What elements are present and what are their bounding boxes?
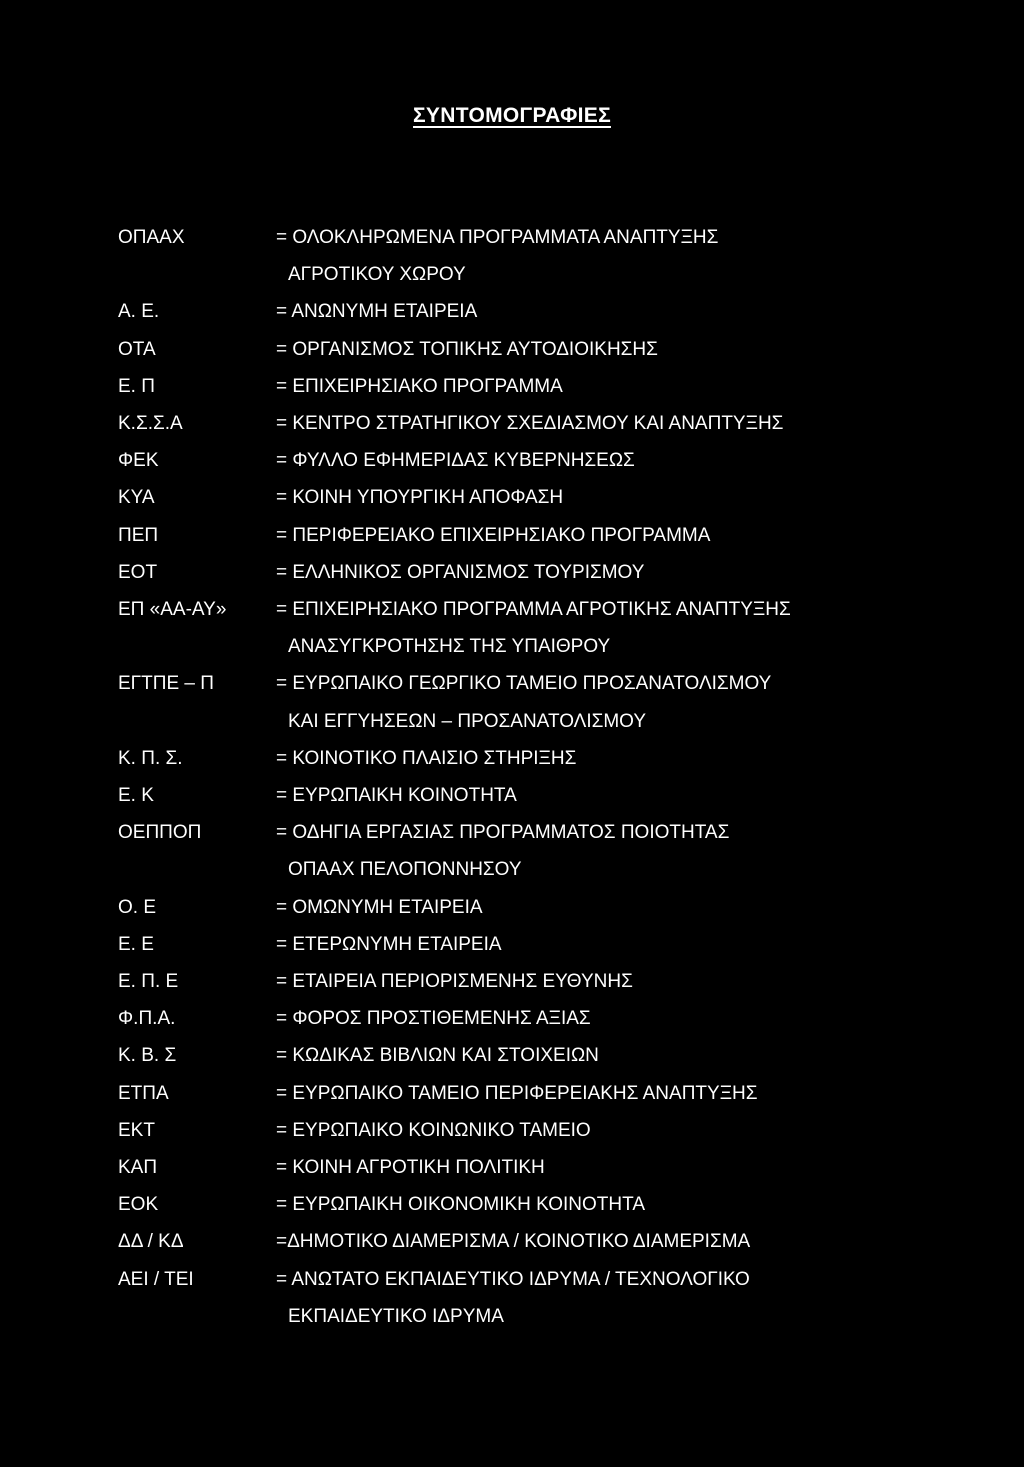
abbreviation-entry [118,1223,918,1260]
definition-line: = ΚΟΙΝΗ ΥΠΟΥΡΓΙΚΗ ΑΠΟΦΑΣΗ [276,487,564,509]
abbreviation-term: Κ.Σ.Σ.Α [118,413,183,435]
abbreviation-definition [276,963,918,1000]
definition-line: = ΕΤΕΡΩΝΥΜΗ ΕΤΑΙΡΕΙΑ [276,933,502,955]
abbreviation-definition [276,479,918,516]
definition-line: = ΚΕΝΤΡΟ ΣΤΡΑΤΗΓΙΚΟΥ ΣΧΕΔΙΑΣΜΟΥ ΚΑΙ ΑΝΑΠΤΥΞΗΣ [276,413,784,435]
abbreviation-entry [118,479,918,516]
abbreviation-entry [118,1186,918,1223]
abbreviation-term: Α. Ε. [118,301,160,323]
abbreviation-definition [276,1223,918,1260]
abbreviation-definition [276,889,918,926]
definition-continuation-line: ΕΚΠΑΙΔΕΥΤΙΚΟ ΙΔΡΥΜΑ [288,1305,504,1327]
abbreviation-term: Ε. Κ [118,785,154,807]
abbreviation-term: ΕΟΚ [118,1194,159,1216]
abbreviation-entry [118,1261,918,1335]
abbreviation-definition [276,1000,918,1037]
definition-continuation-line: ΚΑΙ ΕΓΓΥΗΣΕΩΝ – ΠΡΟΣΑΝΑΤΟΛΙΣΜΟΥ [288,710,647,732]
abbreviation-entry [118,219,918,293]
definition-line: = ΟΛΟΚΛΗΡΩΜΕΝΑ ΠΡΟΓΡΑΜΜΑΤΑ ΑΝΑΠΤΥΞΗΣ [276,227,719,248]
abbreviation-definition [276,665,918,739]
abbreviation-entry [118,963,918,1000]
definition-line: = ΟΔΗΓΙΑ ΕΡΓΑΣΙΑΣ ΠΡΟΓΡΑΜΜΑΤΟΣ ΠΟΙΟΤΗΤΑΣ [276,822,730,844]
abbreviation-entry [118,591,918,665]
abbreviation-definition [276,554,918,591]
abbreviation-term: ΕΤΠΑ [118,1082,169,1104]
abbreviation-definition [276,1037,918,1074]
definition-line: = ΦΥΛΛΟ ΕΦΗΜΕΡΙΔΑΣ ΚΥΒΕΡΝΗΣΕΩΣ [276,450,635,472]
abbreviation-entry [118,368,918,405]
abbreviation-term: ΟΕΠΠΟΠ [118,822,202,844]
abbreviation-term: ΟΤΑ [118,338,156,360]
definition-line: = ΕΥΡΩΠΑΙΚΟ ΓΕΩΡΓΙΚΟ ΤΑΜΕΙΟ ΠΡΟΣΑΝΑΤΟΛΙΣΜΟΥ [276,673,772,695]
definition-continuation-line: ΟΠΑΑΧ ΠΕΛΟΠΟΝΝΗΣΟΥ [288,859,522,881]
abbreviation-term: ΕΓΤΠΕ – Π [118,673,214,695]
abbreviation-definition [276,219,918,293]
abbreviation-term: ΔΔ / ΚΔ [118,1231,184,1253]
abbreviation-term: ΑΕΙ / ΤΕΙ [118,1268,194,1290]
page-title: ΣΥΝΤΟΜΟΓΡΑΦΙΕΣ [413,104,611,127]
abbreviation-definition [276,777,918,814]
definition-line: = ΕΠΙΧΕΙΡΗΣΙΑΚΟ ΠΡΟΓΡΑΜΜΑ [276,375,563,397]
abbreviation-term: ΦΕΚ [118,450,159,472]
abbreviation-entry [118,517,918,554]
abbreviation-term: ΕΚΤ [118,1119,155,1141]
definition-line: = ΕΠΙΧΕΙΡΗΣΙΑΚΟ ΠΡΟΓΡΑΜΜΑ ΑΓΡΟΤΙΚΗΣ ΑΝΑΠΤΥΞΗΣ [276,599,791,621]
abbreviation-definition [276,740,918,777]
definition-line: = ΕΥΡΩΠΑΙΚΗ ΚΟΙΝΟΤΗΤΑ [276,785,517,807]
abbreviation-entry [118,405,918,442]
definition-line: = ΠΕΡΙΦΕΡΕΙΑΚΟ ΕΠΙΧΕΙΡΗΣΙΑΚΟ ΠΡΟΓΡΑΜΜΑ [276,524,711,546]
abbreviation-entry [118,777,918,814]
abbreviation-entry [118,889,918,926]
abbreviation-term: ΕΟΤ [118,561,158,583]
definition-line: = ΕΤΑΙΡΕΙΑ ΠΕΡΙΟΡΙΣΜΕΝΗΣ ΕΥΘΥΝΗΣ [276,971,633,993]
abbreviation-definition [276,405,918,442]
abbreviation-definition [276,591,918,665]
abbreviation-entry [118,554,918,591]
definition-line: = ΟΡΓΑΝΙΣΜΟΣ ΤΟΠΙΚΗΣ ΑΥΤΟΔΙΟΙΚΗΣΗΣ [276,338,658,360]
abbreviation-entry [118,1149,918,1186]
definition-line: = ΚΟΙΝΗ ΑΓΡΟΤΙΚΗ ΠΟΛΙΤΙΚΗ [276,1157,545,1179]
abbreviation-term: Κ. Π. Σ. [118,747,183,769]
abbreviation-definition [276,293,918,330]
abbreviation-term: Ε. Π [118,375,155,397]
abbreviation-definition [276,331,918,368]
abbreviation-definition [276,1186,918,1223]
abbreviation-definition [276,442,918,479]
definition-line: = ΑΝΩΝΥΜΗ ΕΤΑΙΡΕΙΑ [276,301,478,323]
abbreviation-term: Ε. Ε [118,933,154,955]
definition-continuation-line: ΑΝΑΣΥΓΚΡΟΤΗΣΗΣ ΤΗΣ ΥΠΑΙΘΡΟΥ [288,636,611,658]
abbreviation-definition [276,517,918,554]
definition-line: = ΚΩΔΙΚΑΣ ΒΙΒΛΙΩΝ ΚΑΙ ΣΤΟΙΧΕΙΩΝ [276,1045,599,1067]
definition-line: = ΕΥΡΩΠΑΙΚΗ ΟΙΚΟΝΟΜΙΚΗ ΚΟΙΝΟΤΗΤΑ [276,1194,645,1216]
definition-line: = ΦΟΡΟΣ ΠΡΟΣΤΙΘΕΜΕΝΗΣ ΑΞΙΑΣ [276,1008,591,1030]
abbreviation-definition [276,368,918,405]
abbreviation-entry [118,926,918,963]
abbreviation-definition [276,1112,918,1149]
abbreviation-term: Φ.Π.Α. [118,1008,176,1030]
abbreviation-entry [118,740,918,777]
abbreviation-definition [276,926,918,963]
abbreviation-term: ΚΑΠ [118,1157,158,1179]
definition-line: = ΕΛΛΗΝΙΚΟΣ ΟΡΓΑΝΙΣΜΟΣ ΤΟΥΡΙΣΜΟΥ [276,561,645,583]
abbreviation-entry [118,665,918,739]
abbreviation-term: Ε. Π. Ε [118,971,179,993]
abbreviation-term: ΟΠΑΑΧ [118,227,185,248]
abbreviation-entry [118,442,918,479]
abbreviation-entry [118,293,918,330]
abbreviation-entry [118,331,918,368]
abbreviation-term: ΕΠ «ΑΑ-ΑΥ» [118,599,227,621]
definition-line: = ΚΟΙΝΟΤΙΚΟ ΠΛΑΙΣΙΟ ΣΤΗΡΙΞΗΣ [276,747,577,769]
definition-line: = ΕΥΡΩΠΑΙΚΟ ΚΟΙΝΩΝΙΚΟ ΤΑΜΕΙΟ [276,1119,591,1141]
abbreviation-term: Κ. Β. Σ [118,1045,177,1067]
abbreviation-definition [276,814,918,888]
abbreviation-term: Ο. Ε [118,896,157,918]
definition-continuation-line: ΑΓΡΟΤΙΚΟΥ ΧΩΡΟΥ [288,264,466,286]
abbreviation-entry [118,814,918,888]
abbreviations-list [118,219,918,1335]
abbreviation-entry [118,1112,918,1149]
abbreviation-term: ΠΕΠ [118,524,159,546]
abbreviation-entry [118,1037,918,1074]
abbreviation-term: ΚΥΑ [118,487,155,509]
definition-line: = ΟΜΩΝΥΜΗ ΕΤΑΙΡΕΙΑ [276,896,483,918]
abbreviation-entry [118,1075,918,1112]
abbreviation-entry [118,1000,918,1037]
abbreviation-definition [276,1075,918,1112]
definition-line: = ΑΝΩΤΑΤΟ ΕΚΠΑΙΔΕΥΤΙΚΟ ΙΔΡΥΜΑ / ΤΕΧΝΟΛΟΓΙΚΟ [276,1268,750,1290]
definition-line: = ΕΥΡΩΠΑΙΚΟ ΤΑΜΕΙΟ ΠΕΡΙΦΕΡΕΙΑΚΗΣ ΑΝΑΠΤΥΞΗΣ [276,1082,758,1104]
abbreviation-definition [276,1261,918,1335]
abbreviation-definition [276,1149,918,1186]
definition-line: =ΔΗΜΟΤΙΚΟ ΔΙΑΜΕΡΙΣΜΑ / ΚΟΙΝΟΤΙΚΟ ΔΙΑΜΕΡΙΣΜΑ [276,1231,751,1253]
